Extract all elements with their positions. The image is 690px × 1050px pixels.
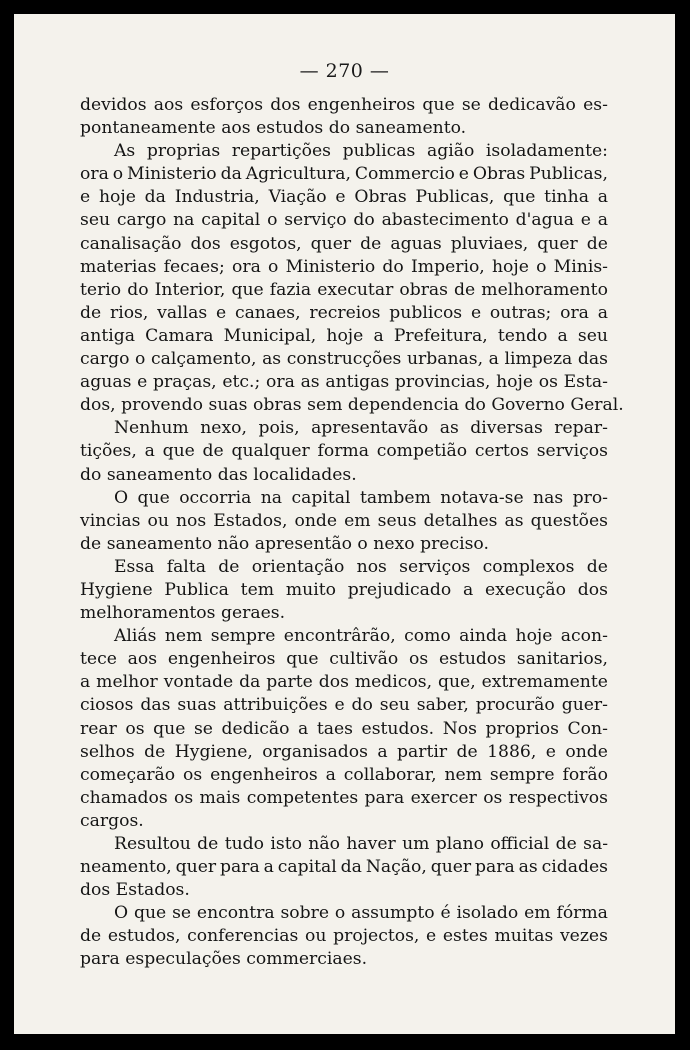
page-number: — 270 — — [299, 60, 390, 82]
book-page — [14, 14, 675, 1034]
text-line: tições, a que de qualquer forma competião certos serviços — [80, 441, 608, 462]
text-line: tece aos engenheiros que cultivão os estudos sanitarios, — [80, 649, 608, 670]
text-line: materias fecaes; ora o Ministerio do Imperio, hoje o Minis- — [80, 256, 608, 277]
text-line: do saneamento das localidades. — [80, 464, 357, 485]
text-line: ciosos das suas attribuições e do seu saber, procurão guer- — [80, 695, 608, 716]
text-line: Nenhum nexo, pois, apresentavão as diversas repar- — [114, 418, 608, 439]
text-line: de estudos, conferencias ou projectos, e estes muitas vezes — [80, 926, 608, 947]
text-line: de rios, vallas e canaes, recreios publicos e outras; ora a — [80, 302, 608, 323]
text-line: Hygiene Publica tem muito prejudicado a execução dos — [80, 579, 608, 600]
text-line: selhos de Hygiene, organisados a partir de 1886, e onde — [80, 741, 608, 762]
text-line: chamados os mais competentes para exercer os respectivos — [80, 787, 608, 808]
text-line: dos, provendo suas obras sem dependencia do Governo Geral. — [80, 395, 624, 416]
text-line: começarão os engenheiros a collaborar, nem sempre forão — [80, 764, 608, 785]
text-line: As proprias repartições publicas agião isoladamente: — [114, 141, 608, 162]
text-line: Resultou de tudo isto não haver um plano official de sa- — [114, 834, 608, 854]
text-line: a melhor vontade da parte dos medicos, que, extremamente — [80, 672, 608, 693]
text-line: cargos. — [80, 810, 144, 831]
text-line: Essa falta de orientação nos serviços complexos de — [114, 556, 608, 577]
text-line: para especulações commerciaes. — [80, 949, 368, 970]
text-line: O que occorria na capital tambem notava-se nas pro- — [114, 487, 608, 508]
text-line: Aliás nem sempre encontrârão, como ainda hoje acon- — [114, 626, 608, 647]
text-line: canalisação dos esgotos, quer de aguas pluviaes, quer de — [80, 233, 608, 254]
text-line: vincias ou nos Estados, onde em seus detalhes as questões — [80, 510, 608, 531]
text-line: dos Estados. — [80, 880, 190, 901]
text-line: melhoramentos geraes. — [80, 603, 286, 624]
text-line: terio do Interior, que fazia executar obras de melhoramento — [80, 279, 608, 300]
text-line: O que se encontra sobre o assumpto é isolado em fórma — [114, 903, 608, 924]
text-line: rear os que se dedicão a taes estudos. Nos proprios Con- — [80, 718, 608, 739]
text-line: e hoje da Industria, Viação e Obras Publicas, que tinha a — [80, 187, 608, 208]
page-body-text — [80, 94, 624, 972]
text-line: aguas e praças, etc.; ora as antigas provincias, hoje os Esta- — [80, 372, 608, 393]
text-line: de saneamento não apresentão o nexo preciso. — [80, 533, 489, 554]
text-line: neamento, quer para a capital da Nação, quer para as cidades — [80, 857, 608, 878]
text-line: antiga Camara Municipal, hoje a Prefeitura, tendo a seu — [80, 325, 608, 346]
text-line: devidos aos esforços dos engenheiros que se dedicavão es- — [80, 95, 608, 115]
text-line: seu cargo na capital o serviço do abastecimento d'agua e a — [80, 210, 608, 231]
text-line: pontaneamente aos estudos do saneamento. — [80, 118, 467, 139]
text-line: cargo o calçamento, as construcções urbanas, a limpeza das — [80, 349, 608, 370]
text-line: ora o Ministerio da Agricultura, Commercio e Obras Publicas, — [80, 164, 608, 185]
